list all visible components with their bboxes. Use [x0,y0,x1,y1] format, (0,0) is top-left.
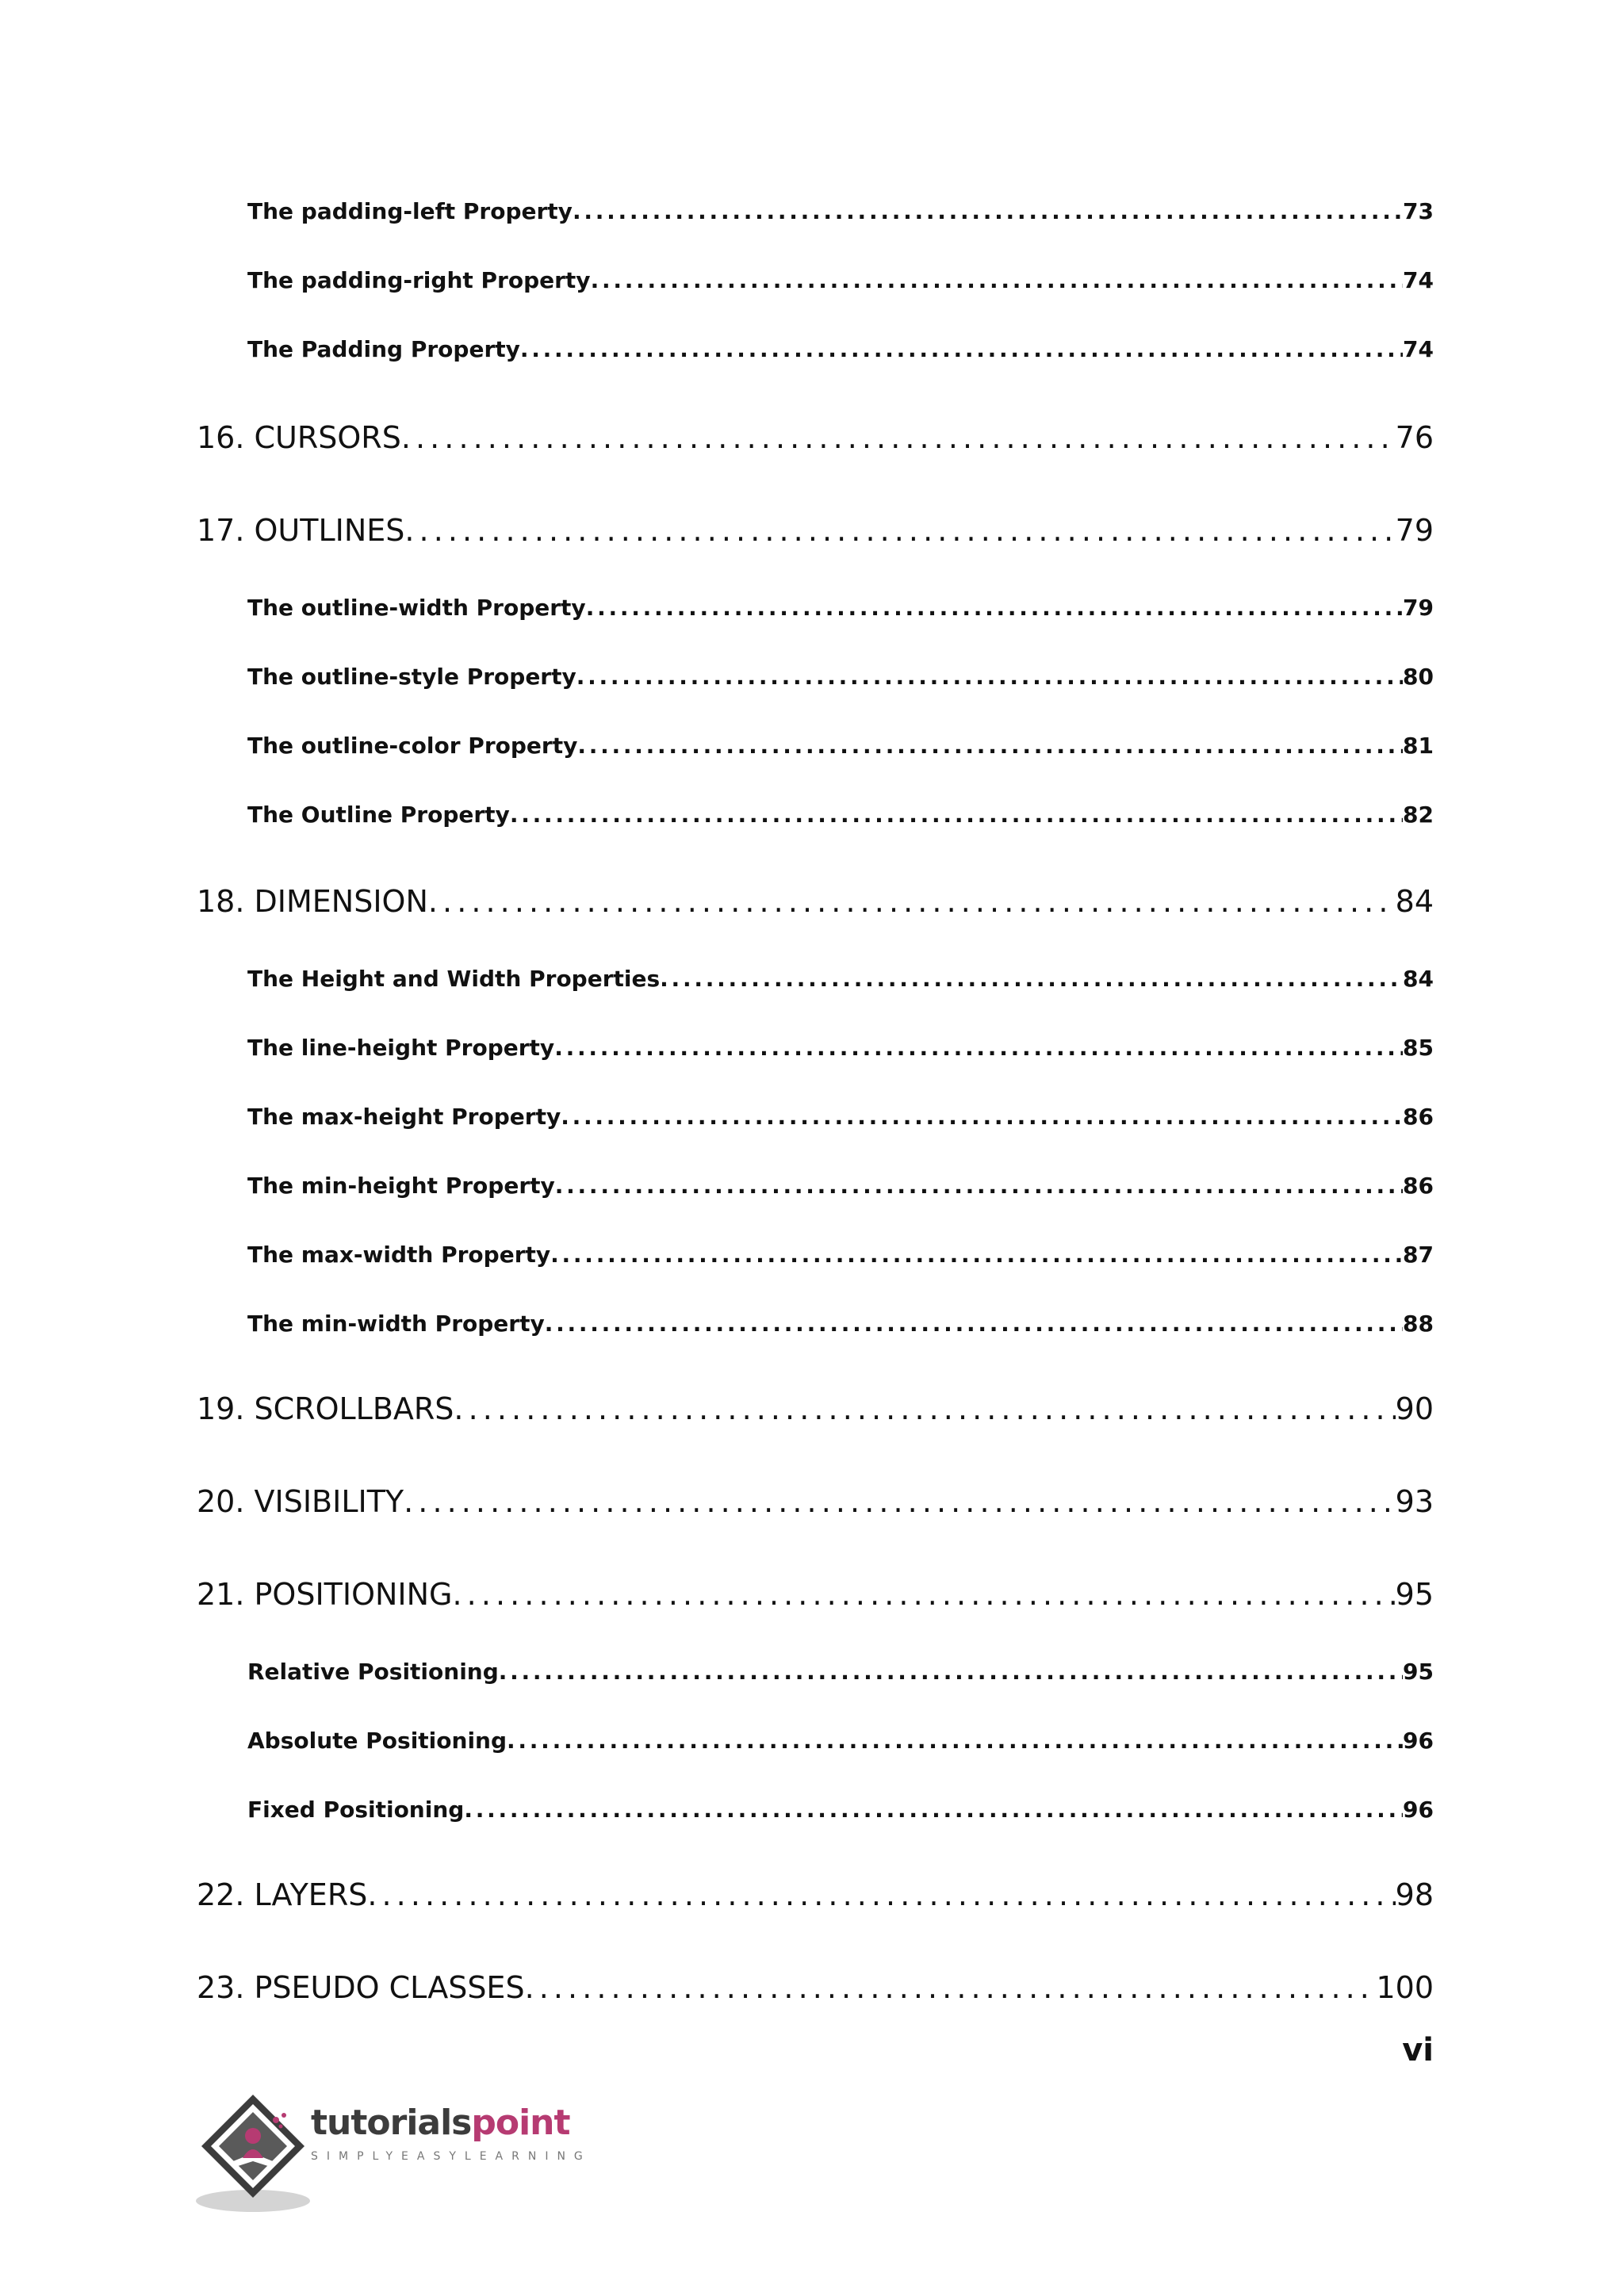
dot-leader [573,198,1403,224]
dot-leader [576,664,1403,690]
dot-leader [525,1970,1377,2005]
dot-leader [550,1242,1403,1268]
logo-wordmark-part1: tutorials [311,2103,472,2143]
dot-leader [660,966,1403,992]
toc-chapter-title: 23. PSEUDO CLASSES [197,1970,525,2005]
dot-leader [507,1728,1403,1754]
toc-entry-title: The padding-right Property [247,267,591,293]
toc-entry-max-height[interactable] [197,1104,1434,1130]
toc-chapter-title: 20. VISIBILITY [197,1484,404,1519]
toc-entry-page: 73 [1403,198,1434,224]
toc-chapter-title: 18. DIMENSION [197,884,428,919]
toc-entry-page: 86 [1403,1104,1434,1130]
toc-entry-page: 84 [1403,966,1434,992]
toc-chapter-outlines[interactable] [197,513,1434,548]
toc-chapter-title: 16. CURSORS [197,420,401,455]
toc-entry-title: The outline-style Property [247,664,576,690]
toc-entry-page: 81 [1403,733,1434,759]
toc-entry-absolute-positioning[interactable] [197,1728,1434,1754]
toc-entry-title: Absolute Positioning [247,1728,508,1754]
toc-entry-max-width[interactable] [197,1242,1434,1268]
tutorialspoint-logo [193,2088,606,2215]
toc-entry-page: 80 [1403,664,1434,690]
toc-chapter-page: 76 [1395,420,1434,455]
dot-leader [554,1035,1403,1061]
toc-entry-page: 87 [1403,1242,1434,1268]
toc-entry-title: The Padding Property [247,336,520,362]
toc-entry-title: The min-height Property [247,1173,555,1199]
toc-entry-line-height[interactable] [197,1035,1434,1061]
logo-tagline: SIMPLYEASYLEARNING [311,2150,592,2163]
toc-chapter-title: 21. POSITIONING [197,1577,453,1612]
dot-leader [577,733,1403,759]
toc-entry-page: 96 [1403,1728,1434,1754]
toc-entry-title: The max-height Property [247,1104,561,1130]
dot-leader [464,1797,1403,1823]
dot-leader [404,513,1395,548]
dot-leader [586,595,1403,621]
toc-chapter-cursors[interactable] [197,420,1434,455]
page-number: vi [1402,2032,1434,2068]
toc-chapter-dimension[interactable] [197,884,1434,919]
toc-entry-padding-left[interactable] [197,198,1434,224]
dot-leader [404,1484,1396,1519]
toc-entry-page: 82 [1403,802,1434,828]
toc-entry-min-width[interactable] [197,1311,1434,1337]
dot-leader [401,420,1396,455]
toc-entry-title: The outline-color Property [247,733,578,759]
dot-leader [520,336,1403,362]
toc-entry-title: Fixed Positioning [247,1797,465,1823]
toc-entry-page: 74 [1403,267,1434,293]
toc-entry-page: 86 [1403,1173,1434,1199]
toc-entry-fixed-positioning[interactable] [197,1797,1434,1823]
logo-wordmark-part2: point [471,2103,570,2143]
toc-chapter-positioning[interactable] [197,1577,1434,1612]
toc-entry-page: 95 [1403,1659,1434,1685]
dot-leader [555,1173,1403,1199]
toc-chapter-visibility[interactable] [197,1484,1434,1519]
toc-chapter-page: 95 [1395,1577,1434,1612]
toc-entry-page: 88 [1403,1311,1434,1337]
toc-entry-page: 85 [1403,1035,1434,1061]
toc-chapter-title: 22. LAYERS [197,1877,368,1912]
toc-chapter-pseudo-classes[interactable] [197,1970,1434,2005]
toc-entry-title: The Height and Width Properties [247,966,661,992]
logo-wordmark [311,2103,570,2143]
toc-entry-title: The Outline Property [247,802,510,828]
toc-entry-min-height[interactable] [197,1173,1434,1199]
toc-entry-title: Relative Positioning [247,1659,499,1685]
toc-chapter-page: 93 [1395,1484,1434,1519]
toc-entry-outline-color[interactable] [197,733,1434,759]
dot-leader [453,1577,1396,1612]
toc-chapter-scrollbars[interactable] [197,1391,1434,1426]
dot-leader [367,1877,1395,1912]
toc-entry-title: The outline-width Property [247,595,586,621]
toc-entry-padding[interactable] [197,336,1434,362]
toc-chapter-page: 84 [1395,884,1434,919]
dot-leader [561,1104,1403,1130]
toc-chapter-title: 17. OUTLINES [197,513,405,548]
toc-chapter-page: 100 [1376,1970,1434,2005]
logo-emblem-icon [193,2088,312,2215]
toc-entry-page: 79 [1403,595,1434,621]
dot-leader [454,1391,1395,1426]
toc-chapter-page: 79 [1395,513,1434,548]
dot-leader [428,884,1396,919]
toc-entry-page: 96 [1403,1797,1434,1823]
toc-entry-padding-right[interactable] [197,267,1434,293]
toc-entry-outline[interactable] [197,802,1434,828]
toc-entry-page: 74 [1403,336,1434,362]
toc-chapter-layers[interactable] [197,1877,1434,1912]
toc-entry-title: The line-height Property [247,1035,555,1061]
toc-entry-title: The max-width Property [247,1242,551,1268]
toc-chapter-page: 98 [1395,1877,1434,1912]
toc-entry-relative-positioning[interactable] [197,1659,1434,1685]
toc-entry-title: The min-width Property [247,1311,545,1337]
toc-chapter-title: 19. SCROLLBARS [197,1391,454,1426]
dot-leader [499,1659,1403,1685]
toc-entry-outline-style[interactable] [197,664,1434,690]
toc-entry-outline-width[interactable] [197,595,1434,621]
toc-entry-height-width[interactable] [197,966,1434,992]
dot-leader [545,1311,1403,1337]
dot-leader [510,802,1403,828]
toc-entry-title: The padding-left Property [247,198,573,224]
dot-leader [591,267,1403,293]
toc-chapter-page: 90 [1395,1391,1434,1426]
